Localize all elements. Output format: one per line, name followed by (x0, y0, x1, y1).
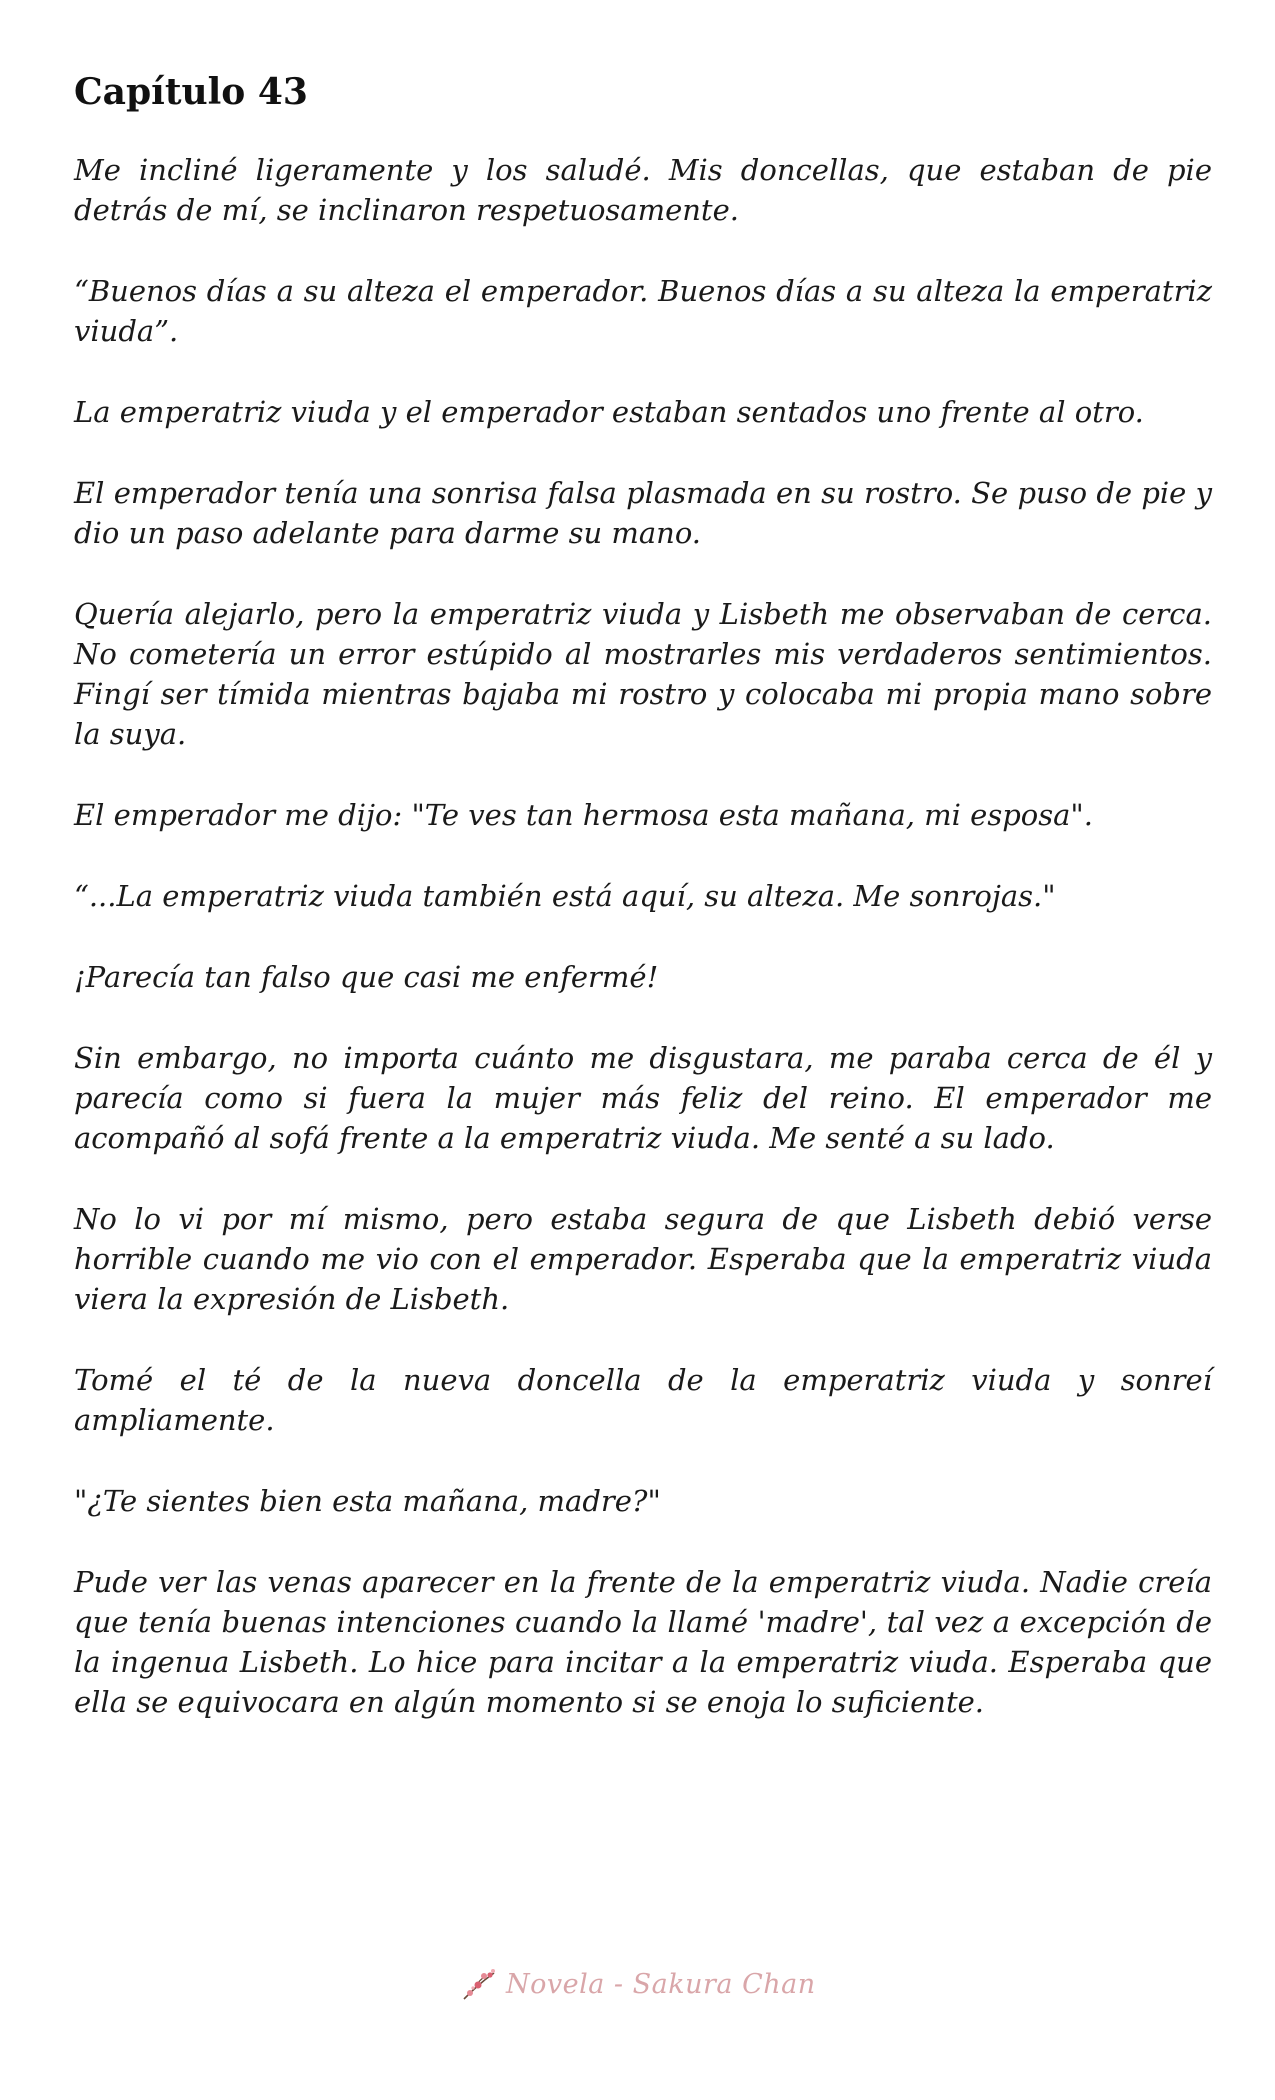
paragraph: Sin embargo, no importa cuánto me disgustara, me paraba cerca de él y parecía como si fuera la mujer más feliz del reino. El emperador me acompañó al sofá frente a la emperatriz viuda. Me senté a su lado. (74, 1041, 1212, 1155)
watermark-text: Novela - Sakura Chan (506, 1968, 816, 2000)
paragraph: El emperador tenía una sonrisa falsa plasmada en su rostro. Se puso de pie y dio un paso adelante para darme su mano. (74, 476, 1212, 550)
paragraph: No lo vi por mí mismo, pero estaba segura de que Lisbeth debió verse horrible cuando me vio con el emperador. Esperaba que la emperatriz viuda viera la expresión de Lisbeth. (74, 1202, 1212, 1316)
paragraph: Tomé el té de la nueva doncella de la emperatriz viuda y sonreí ampliamente. (74, 1363, 1212, 1437)
chapter-content (74, 70, 1212, 1722)
sakura-branch-icon (462, 1967, 498, 2001)
paragraph: ¡Parecía tan falso que casi me enfermé! (74, 960, 659, 994)
chapter-title: Capítulo 43 (74, 71, 308, 113)
paragraph: Me incliné ligeramente y los saludé. Mis doncellas, que estaban de pie detrás de mí, se inclinaron respetuosamente. (74, 153, 1212, 227)
paragraph: Quería alejarlo, pero la emperatriz viuda y Lisbeth me observaban de cerca. No cometería un error estúpido al mostrarles mis verdaderos sentimientos. Fingí ser tímida mientras bajaba mi rostro y colocaba mi propia mano sobre la suya. (74, 597, 1212, 751)
paragraph: La emperatriz viuda y el emperador estaban sentados uno frente al otro. (74, 395, 1144, 429)
paragraph: El emperador me dijo: "Te ves tan hermosa esta mañana, mi esposa". (74, 798, 1093, 832)
paragraph: "¿Te sientes bien esta mañana, madre?" (74, 1484, 661, 1518)
paragraph: Pude ver las venas aparecer en la frente de la emperatriz viuda. Nadie creía que tenía buenas intenciones cuando la llamé 'madre', tal vez a excepción de la ingenua Lisbeth. Lo hice para incitar a la emperatriz viuda. Esperaba que ella se equivocara en algún momento si se enoja lo suficiente. (74, 1565, 1212, 1719)
paragraph: “...La emperatriz viuda también está aquí, su alteza. Me sonrojas." (74, 879, 1056, 913)
paragraph: “Buenos días a su alteza el emperador. Buenos días a su alteza la emperatriz viuda”. (74, 274, 1212, 348)
watermark (462, 1962, 816, 2006)
